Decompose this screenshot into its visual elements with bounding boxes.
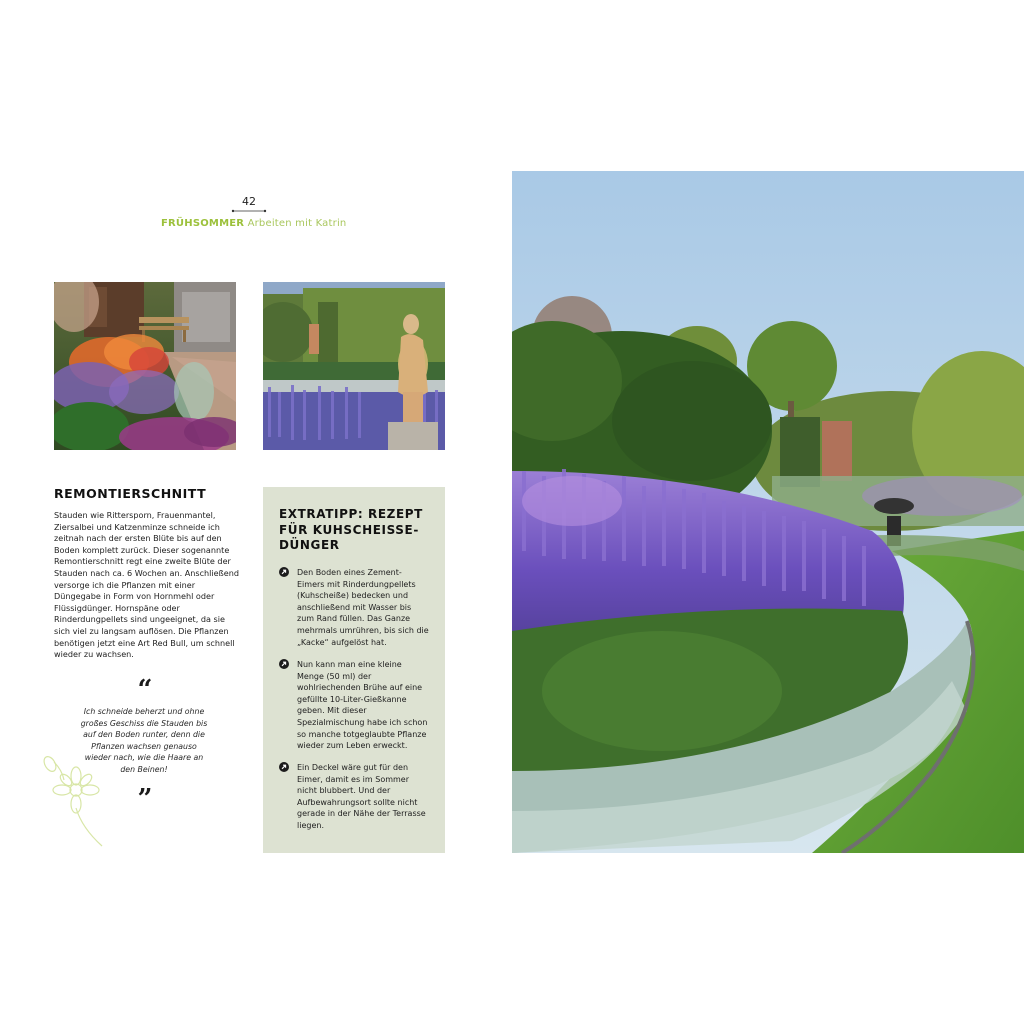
tip-item-text: Nun kann man eine kleine Menge (50 ml) der wohlriechenden Brühe auf eine gefüllte 10-Liter-Gießkanne geben. Mit dieser Spezialmischung habe ich schon so manche totgeglaubte Pflanze wieder zum Leben erweckt. (297, 660, 428, 751)
tip-item (279, 762, 429, 832)
page-number-ornament (231, 208, 267, 214)
garden-statue-salvia-photo (263, 282, 445, 450)
tip-item-text: Den Boden eines Zement-Eimers mit Rinderdungpellets (Kuhscheiße) bedecken und anschließend mit Wasser bis zum Rand füllen. Das Ganze mehrmals umrühren, bis sich die „Kacke“ aufgelöst hat. (297, 568, 429, 647)
tip-item-text: Ein Deckel wäre gut für den Eimer, damit es im Sommer nicht blubbert. Und der Aufbewahrungsort sollte nicht gerade in der Nähe der Terrasse liegen. (297, 763, 426, 830)
garden-path-bench-photo (54, 282, 236, 450)
section-subtitle: Arbeiten mit Katrin (247, 218, 347, 229)
garden-border-lavender-salvia-photo (512, 171, 1024, 853)
tip-item (279, 659, 429, 752)
arrow-right-circle-icon (279, 762, 289, 772)
quote-open-mark: “ (137, 675, 153, 705)
article-heading: REMONTIERSCHNITT (54, 486, 207, 501)
running-head (161, 218, 346, 229)
tip-heading: EXTRATIPP: REZEPT FÜR KUHSCHEISSE-DÜNGER (279, 507, 423, 552)
arrow-right-circle-icon (279, 659, 289, 669)
quote-close-mark: ” (137, 784, 153, 814)
article-body: Stauden wie Rittersporn, Frauenmantel, Ziersalbei und Katzenminze schneide ich zeitnah nach der ersten Blüte bis auf den Boden komplett zurück. Dieser sogenannte Remontierschnitt regt eine zweite Blüte der Stauden nach ca. 6 Wochen an. Anschließend versorge ich die Pflanzen mit einer Düngegabe in Form von Hornmehl oder Flüssigdünger. Hornspäne oder Rinderdungpellets sind ungeeignet, da sie sich viel zu langsam auflösen. Die Pflanzen benötigen jetzt eine Art Red Bull, um schnell wieder zu wachsen. (54, 510, 240, 660)
tip-item (279, 567, 429, 648)
section-title: FRÜHSOMMER (161, 218, 245, 229)
pull-quote: Ich schneide beherzt und ohne großes Geschiss die Stauden bis auf den Boden runter, denn die Pflanzen wachsen genauso wieder nach, wie die Haare an den Beinen! (80, 707, 208, 774)
page-number: 42 (242, 195, 256, 208)
arrow-right-circle-icon (279, 567, 289, 577)
